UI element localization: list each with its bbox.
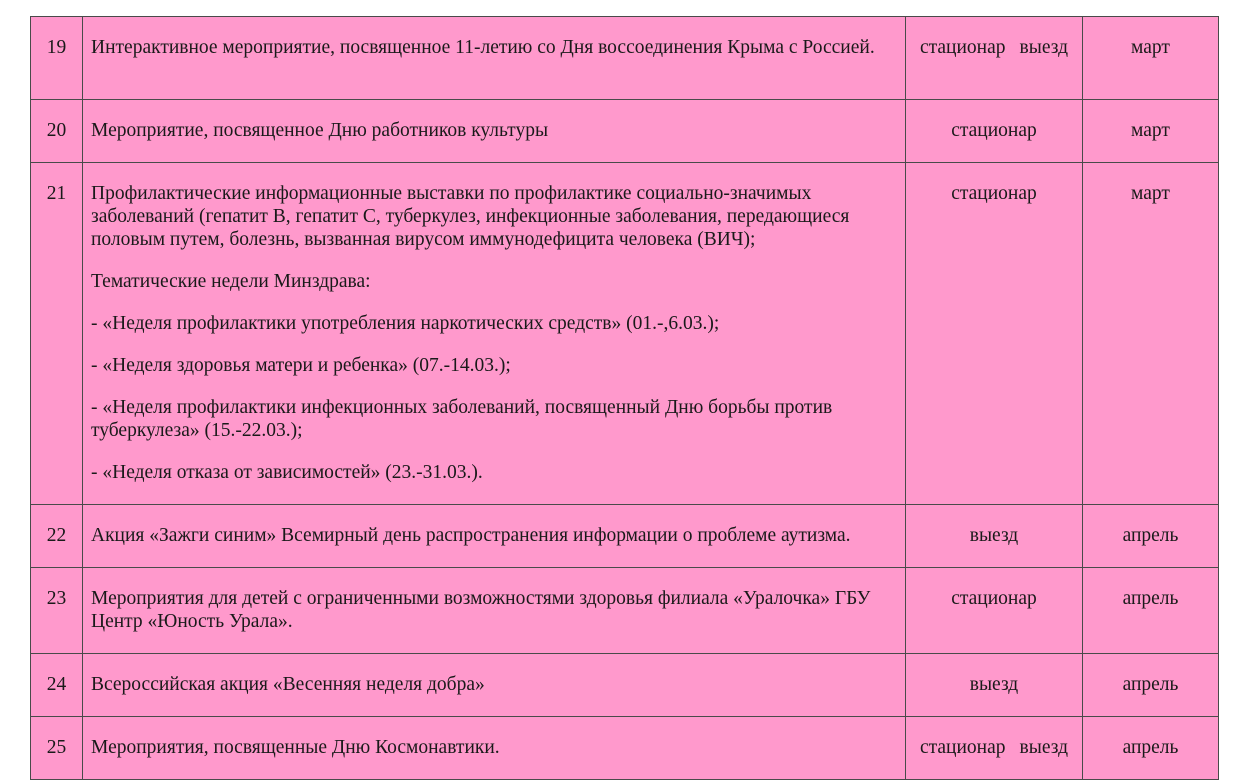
event-location: стационар [919,37,1006,58]
row-number: 21 [31,163,83,505]
event-title: Интерактивное мероприятие, посвященное 11-летию со Дня воссоединения Крыма с Россией. [83,17,906,100]
table-row [31,717,1219,780]
event-month: апрель [1083,568,1219,654]
event-month: март [1083,100,1219,163]
event-location: стационар [906,100,1083,163]
table-row [31,568,1219,654]
table-row [31,163,1219,505]
row-number: 25 [31,717,83,780]
table-row [31,17,1219,100]
event-paragraph: - «Неделя профилактики употребления наркотических средств» (01.-,6.03.); [91,313,720,334]
event-location-cell [906,17,1083,100]
row-number: 22 [31,505,83,568]
event-title: Мероприятие, посвященное Дню работников культуры [83,100,906,163]
row-number: 20 [31,100,83,163]
table-row [31,654,1219,717]
event-month: март [1083,163,1219,505]
event-location: стационар [906,163,1083,505]
events-table [30,16,1219,780]
event-paragraph: - «Неделя профилактики инфекционных заболеваний, посвященный Дню борьбы против туберкулеза» (15.-22.03.); [91,397,833,441]
event-title: Мероприятия, посвященные Дню Космонавтики. [83,717,906,780]
event-month: апрель [1083,505,1219,568]
event-location-secondary: выезд [1019,37,1069,58]
event-location: выезд [906,654,1083,717]
event-paragraph: Профилактические информационные выставки по профилактике социально-значимых заболеваний (гепатит В, гепатит С, туберкулез, инфекционные заболевания, передающиеся половым путем, болезнь, вызванная вирусом иммунодефицита человека (ВИЧ); [91,183,850,250]
document-page [30,16,1218,780]
event-location: стационар [919,737,1006,758]
event-paragraph: Тематические недели Минздрава: [91,271,371,292]
event-location-secondary: выезд [1019,737,1069,758]
table-row [31,505,1219,568]
event-month: апрель [1083,717,1219,780]
event-paragraph: - «Неделя отказа от зависимостей» (23.-31.03.). [91,462,483,483]
event-month: март [1083,17,1219,100]
event-paragraph: - «Неделя здоровья матери и ребенка» (07.-14.03.); [91,355,511,376]
event-title: Акция «Зажги синим» Всемирный день распространения информации о проблеме аутизма. [83,505,906,568]
event-location: выезд [906,505,1083,568]
event-title: Мероприятия для детей с ограниченными возможностями здоровья филиала «Уралочка» ГБУ Центр «Юность Урала». [83,568,906,654]
row-number: 19 [31,17,83,100]
table-row [31,100,1219,163]
event-location-cell [906,717,1083,780]
event-title: Всероссийская акция «Весенняя неделя добра» [83,654,906,717]
row-number: 23 [31,568,83,654]
event-title-multiparagraph [83,163,906,505]
row-number: 24 [31,654,83,717]
event-month: апрель [1083,654,1219,717]
event-location: стационар [906,568,1083,654]
